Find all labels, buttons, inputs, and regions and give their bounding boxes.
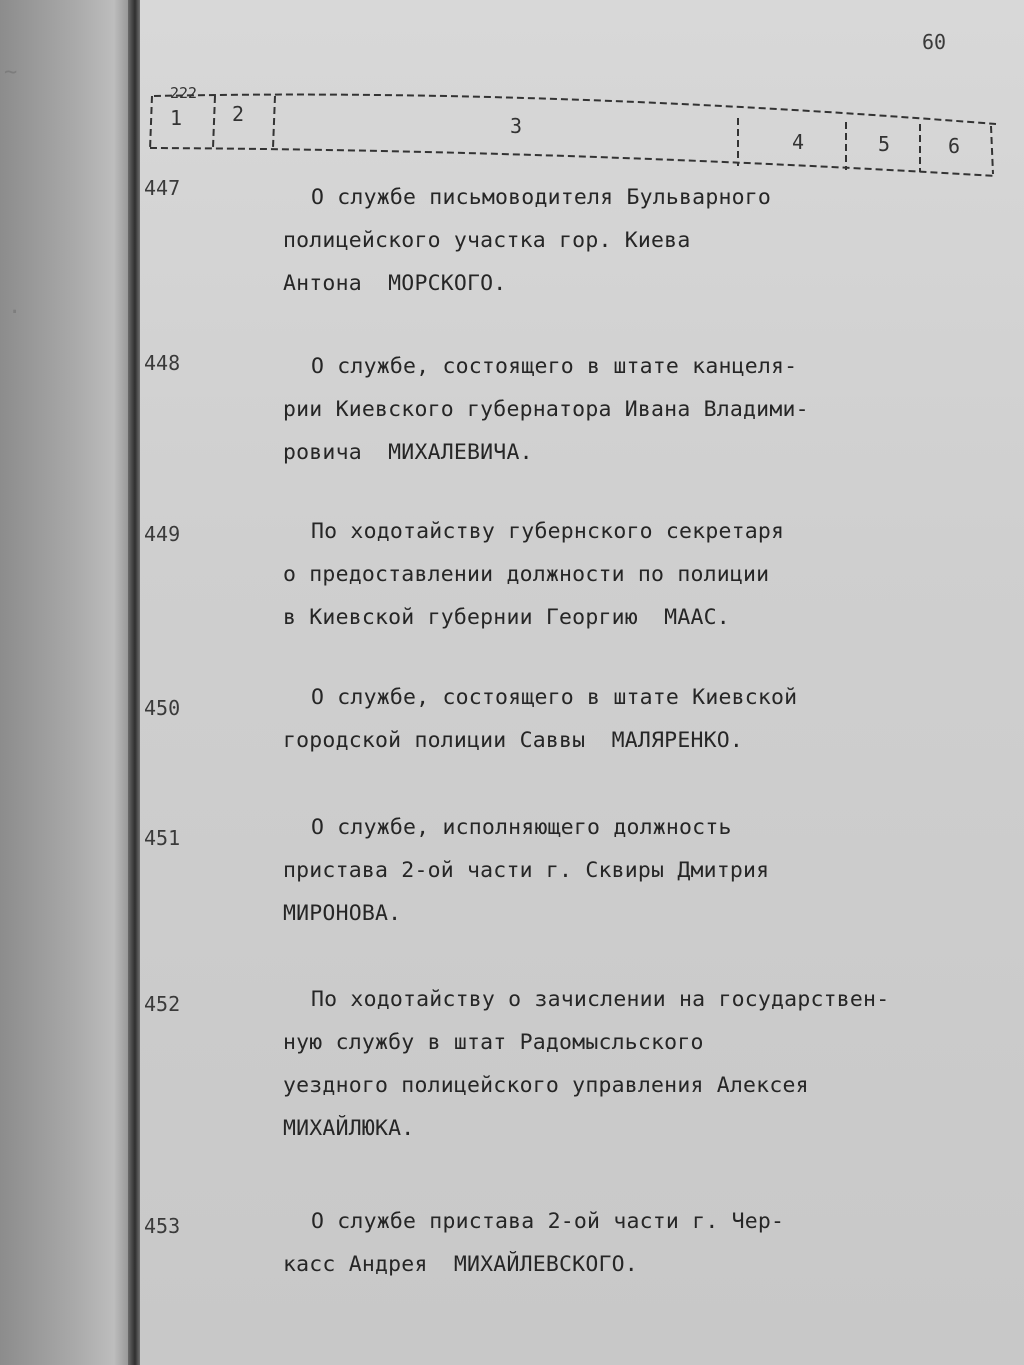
entry-line: касс Андрея МИХАЙЛЕВСКОГО.: [283, 1252, 638, 1277]
header-divider-left: [150, 96, 152, 150]
entry-line: О службе, состоящего в штате Киевской: [311, 685, 798, 710]
header-divider-right: [991, 126, 993, 174]
entry-number: 451: [144, 826, 181, 850]
entry-description: [283, 345, 923, 474]
entry-line: уездного полицейского управления Алексея: [283, 1073, 809, 1098]
header-divider-1-2: [213, 96, 215, 148]
entry-description: [283, 676, 923, 762]
entry-line: О службе, исполняющего должность: [311, 815, 732, 840]
header-divider-2-3: [273, 96, 275, 148]
column-5-label: 5: [878, 132, 891, 156]
bleed-mark: ·: [8, 300, 22, 325]
bleed-mark: ~: [4, 60, 18, 85]
header-bottom-rule: [150, 148, 996, 176]
entry-number: 447: [144, 176, 181, 200]
column-3-label: 3: [510, 114, 523, 138]
entry-number: 448: [144, 351, 181, 375]
entry-line: полицейского участка гор. Киева: [283, 228, 691, 253]
entry-description: [283, 806, 923, 935]
entry-line: МИРОНОВА.: [283, 901, 402, 926]
header-top-rule: [154, 95, 996, 124]
entry-line: ную службу в штат Радомысльского: [283, 1030, 704, 1055]
entry-number: 450: [144, 696, 181, 720]
entry-line: О службе, состоящего в штате канцеля-: [311, 354, 798, 379]
entry-description: [283, 510, 923, 639]
entry-description: [283, 1200, 923, 1286]
entry-line: в Киевской губернии Георгию МААС.: [283, 605, 730, 630]
entry-description: [283, 978, 923, 1150]
entry-line: городской полиции Саввы МАЛЯРЕНКО.: [283, 728, 744, 753]
column-4-label: 4: [792, 130, 805, 154]
entry-number: 453: [144, 1214, 181, 1238]
entry-line: Антона МОРСКОГО.: [283, 271, 507, 296]
previous-page-edge: [0, 0, 134, 1365]
entry-line: МИХАЙЛЮКА.: [283, 1116, 415, 1141]
page-number: 60: [922, 30, 947, 54]
entry-line: О службе пристава 2-ой части г. Чер-: [311, 1209, 785, 1234]
column-1-label: 1: [170, 106, 183, 130]
table-header-frame: [140, 0, 1024, 190]
entry-number: 452: [144, 992, 181, 1016]
document-page: [140, 0, 1024, 1365]
entry-description: [283, 176, 923, 305]
overlap-mark: 222: [170, 84, 198, 102]
entry-line: о предоставлении должности по полиции: [283, 562, 770, 587]
column-2-label: 2: [232, 102, 245, 126]
entry-line: рии Киевского губернатора Ивана Владими-: [283, 397, 809, 422]
entry-line: пристава 2-ой части г. Сквиры Дмитрия: [283, 858, 770, 883]
entry-line: ровича МИХАЛЕВИЧА.: [283, 440, 533, 465]
entry-line: О службе письмоводителя Бульварного: [311, 185, 772, 210]
column-6-label: 6: [948, 134, 961, 158]
entry-line: По ходотайству губернского секретаря: [311, 519, 785, 544]
entry-number: 449: [144, 522, 181, 546]
entry-line: По ходотайству о зачислении на государствен-: [311, 987, 890, 1012]
